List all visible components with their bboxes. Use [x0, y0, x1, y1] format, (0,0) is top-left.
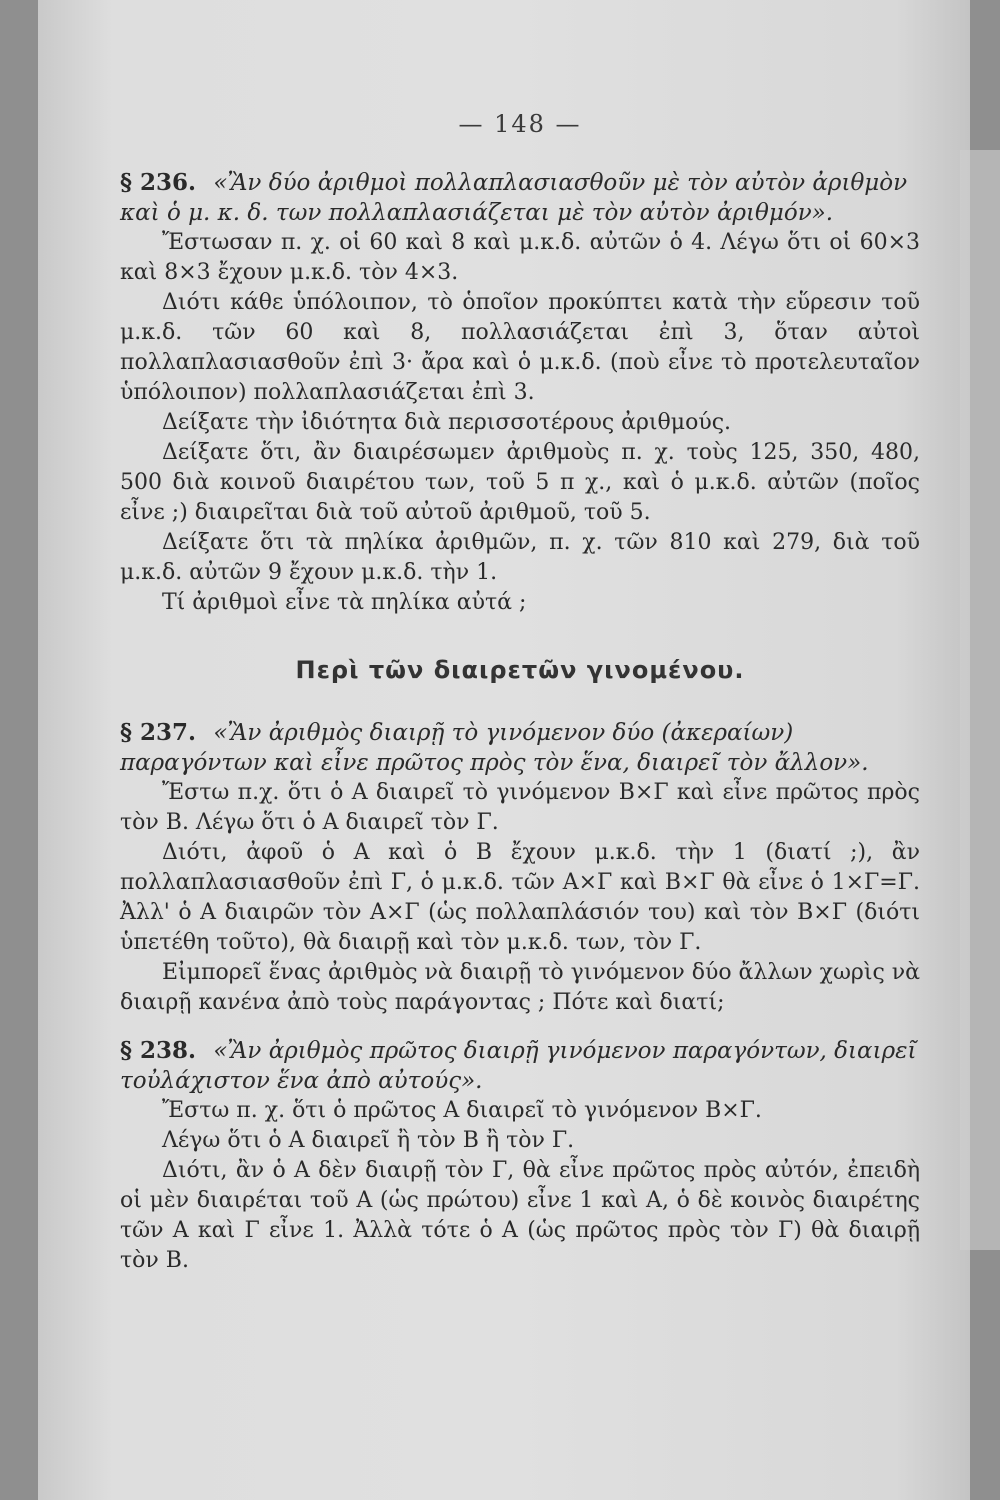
paragraph: Δείξατε ὅτι τὰ πηλίκα ἀριθμῶν, π. χ. τῶν 810 καὶ 279, διὰ τοῦ μ.κ.δ. αὐτῶν 9 ἔχουν μ.κ.δ. τὴν 1. [120, 530, 920, 585]
paragraph: Τί ἀριθμοὶ εἶνε τὰ πηλίκα αὐτά ; [162, 590, 527, 615]
paragraph: Ἔστω π.χ. ὅτι ὁ Α διαιρεῖ τὸ γινόμενον Β×Γ καὶ εἶνε πρῶτος πρὸς τὸν Β. Λέγω ὅτι ὁ Α διαιρεῖ τὸν Γ. [120, 780, 920, 835]
paragraph: Δείξατε ὅτι, ἂν διαιρέσωμεν ἀριθμοὺς π. χ. τοὺς 125, 350, 480, 500 διὰ κοινοῦ διαιρέτου των, τοῦ 5 π χ., καὶ ὁ μ.κ.δ. αὐτῶν (ποῖος εἶνε ;) διαιρεῖται διὰ τοῦ αὐτοῦ ἀριθμοῦ, τοῦ 5. [120, 440, 920, 525]
section-statement [120, 1036, 920, 1096]
paragraph: Διότι, ἀφοῦ ὁ Α καὶ ὁ Β ἔχουν μ.κ.δ. τὴν 1 (διατί ;), ἂν πολλαπλασιασθοῦν ἐπὶ Γ, ὁ μ.κ.δ. τῶν Α×Γ καὶ Β×Γ θὰ εἶνε ὁ 1×Γ=Γ. Ἀλλ' ὁ Α διαιρῶν τὸν Α×Γ (ὡς πολλαπλάσιόν του) καὶ τὸν Β×Γ (διότι ὑπετέθη τοῦτο), θὰ διαιρῇ καὶ τὸν μ.κ.δ. των, τὸν Γ. [120, 840, 920, 955]
section-statement [120, 718, 920, 778]
section-title-text: «Ἂν δύο ἀριθμοὶ πολλαπλασιασθοῦν μὲ τὸν αὐτὸν ἀριθμὸν καὶ ὁ μ. κ. δ. των πολλαπλασιάζεται μὲ τὸν αὐτὸν ἀριθμόν». [120, 170, 908, 226]
paragraph: Δείξατε τὴν ἰδιότητα διὰ περισσοτέρους ἀριθμούς. [162, 410, 732, 435]
section-statement [120, 168, 920, 228]
paragraph: Ἔστωσαν π. χ. οἱ 60 καὶ 8 καὶ μ.κ.δ. αὐτῶν ὁ 4. Λέγω ὅτι οἱ 60×3 καὶ 8×3 ἔχουν μ.κ.δ. τὸν 4×3. [120, 230, 920, 285]
section-number: § 238. [120, 1037, 197, 1064]
page-number: — 148 — [458, 110, 582, 138]
section-number: § 236. [120, 169, 197, 196]
paragraph: Διότι κάθε ὑπόλοιπον, τὸ ὁποῖον προκύπτει κατὰ τὴν εὕρεσιν τοῦ μ.κ.δ. τῶν 60 καὶ 8, πολλασιάζεται ἐπὶ 3, ὅταν αὐτοὶ πολλαπλασιασθοῦν ἐπὶ 3· ἄρα καὶ ὁ μ.κ.δ. (ποὺ εἶνε τὸ προτελευταῖον ὑπόλοιπον) πολλαπλασιάζεται ἐπὶ 3. [120, 290, 920, 405]
section-title-text: «Ἂν ἀριθμὸς διαιρῇ τὸ γινόμενον δύο (ἀκεραίων) παραγόντων καὶ εἶνε πρῶτος πρὸς τὸν ἕνα, διαιρεῖ τὸν ἄλλον». [120, 720, 869, 776]
paragraph: Διότι, ἂν ὁ Α δὲν διαιρῇ τὸν Γ, θὰ εἶνε πρῶτος πρὸς αὐτόν, ἐπειδὴ οἱ μὲν διαιρέται τοῦ Α (ὡς πρώτου) εἶνε 1 καὶ Α, ὁ δὲ κοινὸς διαιρέτης τῶν Α καὶ Γ εἶνε 1. Ἀλλὰ τότε ὁ Α (ὡς πρῶτος πρὸς τὸν Γ) θὰ διαιρῇ τὸν Β. [120, 1158, 920, 1273]
chapter-heading: Περὶ τῶν διαιρετῶν γινομένου. [295, 656, 745, 684]
section-236 [120, 168, 920, 618]
section-number: § 237. [120, 719, 197, 746]
paragraph: Ἔστω π. χ. ὅτι ὁ πρῶτος Α διαιρεῖ τὸ γινόμενον Β×Γ. [162, 1098, 762, 1123]
facing-page-edge [960, 150, 1000, 1250]
page-content [120, 110, 920, 1294]
section-title-text: «Ἂν ἀριθμὸς πρῶτος διαιρῇ γινόμενον παραγόντων, διαιρεῖ τοὐλάχιστον ἕνα ἀπὸ αὐτούς». [120, 1038, 917, 1094]
paragraph: Λέγω ὅτι ὁ Α διαιρεῖ ἢ τὸν Β ἢ τὸν Γ. [162, 1128, 575, 1153]
section-237 [120, 718, 920, 1018]
section-238 [120, 1036, 920, 1276]
paragraph: Εἰμπορεῖ ἕνας ἀριθμὸς νὰ διαιρῇ τὸ γινόμενον δύο ἄλλων χωρὶς νὰ διαιρῇ κανένα ἀπὸ τοὺς παράγοντας ; Πότε καὶ διατί; [120, 960, 920, 1015]
